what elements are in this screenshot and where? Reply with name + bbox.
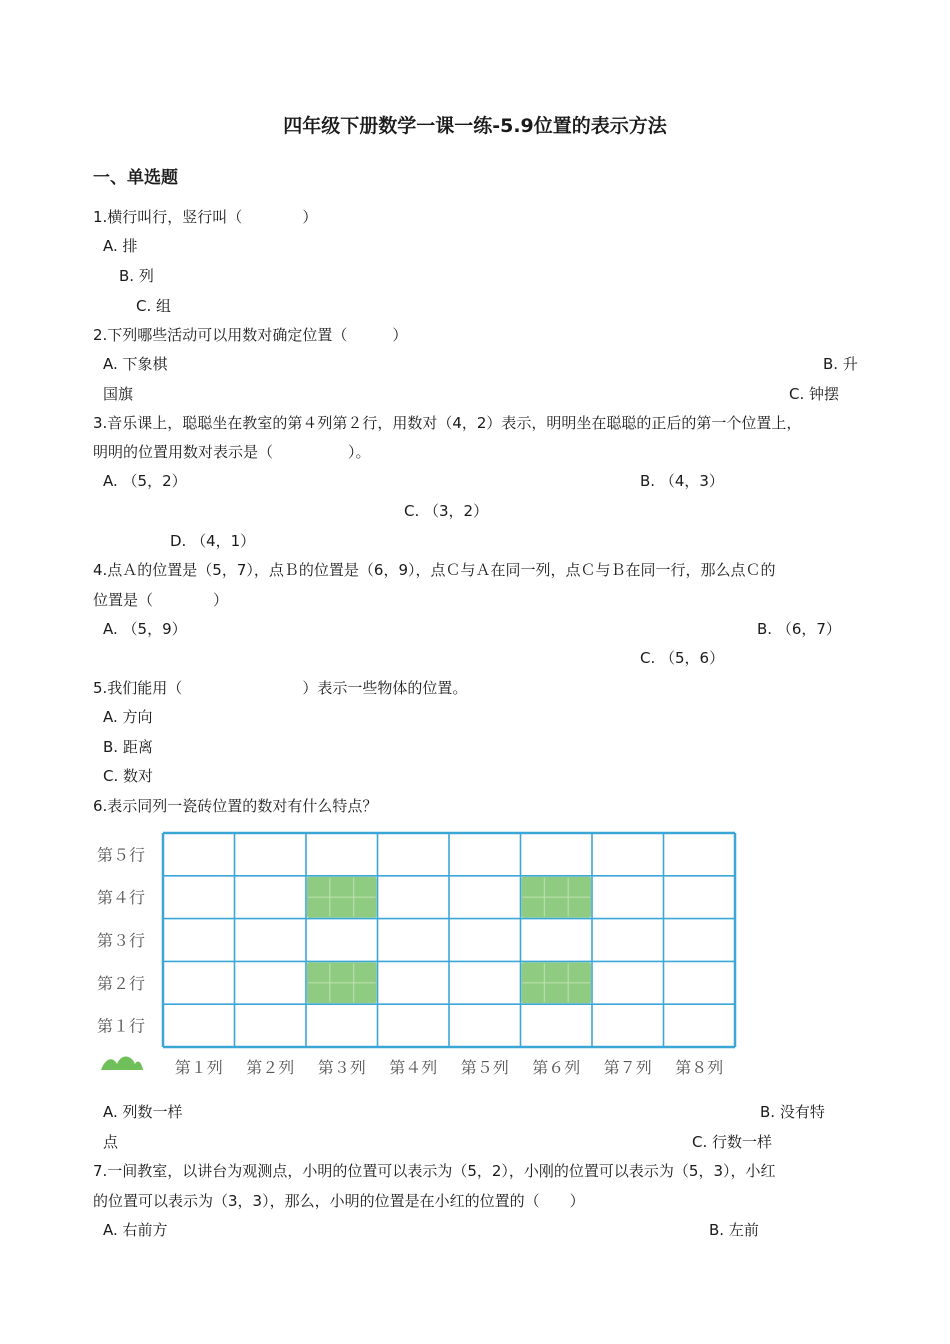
q2-option-b[interactable]: B. 升 — [823, 355, 858, 373]
q3-option-a[interactable]: A. （5，2） — [103, 472, 187, 490]
column-label: 第４列 — [389, 1058, 438, 1076]
q7-option-a[interactable]: A. 右前方 — [103, 1221, 168, 1239]
q6-option-b[interactable]: B. 没有特 — [760, 1103, 825, 1121]
question-1-stem: 1.横行叫行，竖行叫（ ） — [93, 208, 318, 226]
grass-decoration — [101, 1057, 143, 1071]
column-label: 第５列 — [460, 1058, 509, 1076]
q1-option-b[interactable]: B. 列 — [119, 267, 154, 285]
row-label: 第５行 — [97, 845, 146, 865]
q7-option-b[interactable]: B. 左前 — [709, 1221, 759, 1239]
q6-option-c[interactable]: C. 行数一样 — [692, 1133, 773, 1151]
q6-option-a[interactable]: A. 列数一样 — [103, 1103, 183, 1121]
column-label: 第２列 — [246, 1058, 295, 1076]
question-4-stem-line-1: 4.点Ａ的位置是（5，7），点Ｂ的位置是（6，9），点Ｃ与Ａ在同一列，点Ｃ与Ｂ在同一行，那么点Ｃ的 — [93, 561, 776, 579]
q2-option-b-continued: 国旗 — [103, 385, 134, 403]
question-7-stem-line-2: 的位置可以表示为（3，3），那么，小明的位置是在小红的位置的（ ） — [93, 1192, 585, 1210]
question-3-stem-line-1: 3.音乐课上，聪聪坐在教室的第４列第２行，用数对（4，2）表示，明明坐在聪聪的正后的第一个位置上， — [93, 414, 802, 432]
page-title: 四年级下册数学一课一练-5.9位置的表示方法 — [283, 115, 667, 137]
q5-option-b[interactable]: B. 距离 — [103, 738, 153, 756]
q5-option-c[interactable]: C. 数对 — [103, 767, 154, 785]
question-4-stem-line-2: 位置是（ ） — [93, 591, 229, 609]
column-label: 第１列 — [174, 1058, 223, 1076]
tile-grid-figure — [93, 826, 743, 1076]
column-label: 第８列 — [675, 1058, 724, 1076]
q2-option-a[interactable]: A. 下象棋 — [103, 355, 168, 373]
column-label: 第７列 — [603, 1058, 652, 1076]
q2-option-c[interactable]: C. 钟摆 — [789, 385, 840, 403]
q3-option-d[interactable]: D. （4，1） — [170, 532, 256, 550]
q3-option-b[interactable]: B. （4，3） — [640, 472, 724, 490]
column-label: 第６列 — [532, 1058, 581, 1076]
section-heading: 一、单选题 — [93, 168, 178, 188]
question-3-stem-line-2: 明明的位置用数对表示是（ ）。 — [93, 443, 371, 461]
row-label: 第４行 — [97, 888, 146, 908]
q4-option-a[interactable]: A. （5，9） — [103, 620, 187, 638]
column-label: 第３列 — [317, 1058, 366, 1076]
q4-option-c[interactable]: C. （5，6） — [640, 649, 725, 667]
row-label: 第１行 — [97, 1016, 146, 1036]
tile-grid — [93, 826, 743, 1076]
row-label: 第３行 — [97, 931, 146, 950]
q3-option-c[interactable]: C. （3，2） — [404, 502, 489, 520]
q5-option-a[interactable]: A. 方向 — [103, 708, 153, 726]
q4-option-b[interactable]: B. （6，7） — [757, 620, 841, 638]
question-6-stem: 6.表示同列一瓷砖位置的数对有什么特点？ — [93, 797, 378, 815]
question-5-stem: 5.我们能用（ ）表示一些物体的位置。 — [93, 679, 468, 697]
question-2-stem: 2.下列哪些活动可以用数对确定位置（ ） — [93, 326, 408, 344]
question-7-stem-line-1: 7.一间教室，以讲台为观测点，小明的位置可以表示为（5，2），小刚的位置可以表示为（5，3），小红 — [93, 1162, 776, 1180]
row-label: 第２行 — [97, 973, 146, 993]
q1-option-a[interactable]: A. 排 — [103, 237, 138, 255]
q1-option-c[interactable]: C. 组 — [136, 297, 172, 315]
q6-option-b-continued: 点 — [103, 1133, 119, 1151]
